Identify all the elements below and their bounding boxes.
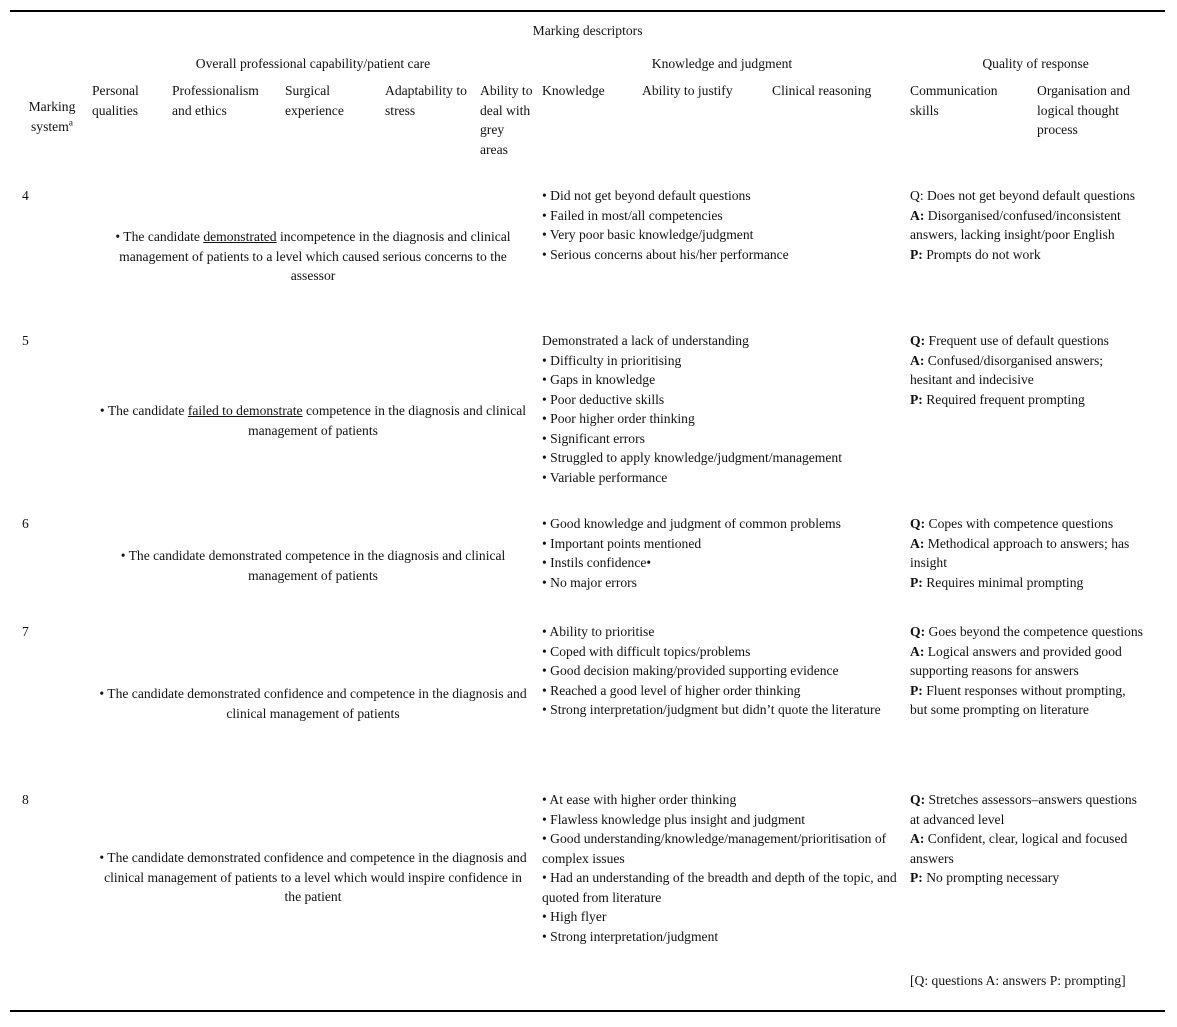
column-header-clinical-reasoning: Clinical reasoning (772, 83, 872, 98)
qap-prefix: P: (910, 391, 923, 407)
knowledge-bullet: • Ability to prioritise (542, 624, 655, 639)
quality-line: P: No prompting necessary (910, 870, 1060, 886)
quality-line: Q: Does not get beyond default questions (910, 188, 1136, 203)
qap-prefix: A: (910, 643, 925, 659)
group-header-row (10, 50, 1165, 78)
knowledge-bullet: Demonstrated a lack of understanding (542, 333, 749, 348)
marking-descriptors-table (10, 10, 1165, 1012)
table-row (10, 788, 1165, 967)
knowledge-bullet: • Gaps in knowledge (542, 372, 656, 388)
quality-line: P: Fluent responses without prompting, but some prompting on literature (910, 682, 1126, 718)
marking-score: 7 (22, 624, 29, 639)
knowledge-descriptor-cell (538, 788, 906, 967)
quality-descriptor-cell (906, 620, 1165, 788)
qap-prefix: Q: (910, 792, 926, 807)
knowledge-bullet: • Instils confidence• (542, 555, 652, 571)
overall-text: • The candidate (115, 229, 204, 245)
column-header-personal-qualities: Personal qualities (92, 83, 139, 118)
knowledge-bullet: • Coped with difficult topics/problems (542, 643, 751, 659)
overall-text: • The candidate demonstrated confidence and competence in the diagnosis and clinical management of patients (99, 686, 527, 721)
column-header-adaptability-stress: Adaptability to stress (385, 83, 467, 118)
column-header-row (10, 78, 1165, 184)
column-header-marking-system (10, 50, 88, 184)
knowledge-bullet: • Serious concerns about his/her performance (542, 246, 789, 262)
overall-text: • The candidate (99, 402, 188, 418)
knowledge-bullet: • High flyer (542, 909, 607, 925)
knowledge-bullet: • Flawless knowledge plus insight and judgment (542, 811, 806, 827)
overall-text: • The candidate demonstrated competence in the diagnosis and clinical management of patients (120, 548, 506, 583)
quality-line: A: Disorganised/confused/inconsistent answers, lacking insight/poor English (910, 207, 1121, 243)
knowledge-bullet: • Strong interpretation/judgment but didn’t quote the literature (542, 702, 881, 718)
qap-prefix: Q: (910, 188, 924, 203)
table-header (10, 11, 1165, 184)
column-header-knowledge: Knowledge (542, 83, 605, 98)
qap-prefix: P: (910, 682, 923, 698)
table-body (10, 184, 1165, 967)
knowledge-bullet: • Difficulty in prioritising (542, 352, 682, 368)
quality-line: P: Prompts do not work (910, 246, 1041, 262)
marking-score: 5 (22, 333, 29, 348)
knowledge-descriptor-cell (538, 512, 906, 620)
knowledge-bullet: • Struggled to apply knowledge/judgment/management (542, 450, 842, 466)
qap-prefix: Q: (910, 333, 926, 348)
marking-descriptors-table-wrap (10, 10, 1167, 1012)
overall-descriptor-cell (88, 329, 538, 512)
table-row (10, 620, 1165, 788)
knowledge-bullet: • Important points mentioned (542, 535, 702, 551)
knowledge-descriptor-cell (538, 329, 906, 512)
quality-line: Q: Frequent use of default questions (910, 333, 1109, 348)
knowledge-bullet: • Reached a good level of higher order thinking (542, 682, 801, 698)
knowledge-bullet: • Good decision making/provided supporting evidence (542, 663, 839, 679)
overall-text: • The candidate demonstrated confidence and competence in the diagnosis and clinical management of patients to a level which would inspire confidence in the patient (99, 850, 527, 905)
quality-line: Q: Goes beyond the competence questions (910, 624, 1143, 639)
overall-underlined-text: failed to demonstrate (187, 402, 303, 418)
overall-descriptor-cell (88, 512, 538, 620)
marking-score: 6 (22, 516, 29, 531)
table-row (10, 329, 1165, 512)
quality-line: A: Logical answers and provided good supporting reasons for answers (910, 643, 1122, 679)
quality-descriptor-cell (906, 184, 1165, 329)
table-title: Marking descriptors (532, 23, 643, 39)
qap-prefix: A: (910, 352, 925, 368)
knowledge-bullet: • At ease with higher order thinking (542, 792, 737, 807)
knowledge-bullet: • Good knowledge and judgment of common problems (542, 516, 841, 531)
knowledge-bullet: • Significant errors (542, 430, 645, 446)
knowledge-bullet: • Good understanding/knowledge/management/prioritisation of complex issues (542, 831, 887, 866)
quality-descriptor-cell (906, 788, 1165, 967)
knowledge-bullet: • No major errors (542, 574, 637, 590)
knowledge-bullet: • Variable performance (542, 469, 668, 485)
knowledge-descriptor-cell (538, 184, 906, 329)
qap-prefix: P: (910, 870, 923, 886)
column-header-ability-justify: Ability to justify (642, 83, 733, 98)
column-header-organisation-logical: Organisation and logical thought process (1037, 83, 1130, 138)
column-header-surgical-experience: Surgical experience (285, 83, 344, 118)
qap-prefix: Q: (910, 516, 926, 531)
knowledge-bullet: • Had an understanding of the breadth and depth of the topic, and quoted from literature (542, 870, 897, 905)
footnote-marker: a (68, 118, 73, 129)
column-header-communication-skills: Communication skills (910, 83, 998, 118)
marking-system-label: Marking system (28, 99, 76, 134)
qap-prefix: A: (910, 831, 925, 847)
knowledge-descriptor-cell (538, 620, 906, 788)
knowledge-bullet: • Poor higher order thinking (542, 411, 695, 427)
quality-line: A: Confident, clear, logical and focused answers (910, 831, 1128, 866)
group-header-overall: Overall professional capability/patient care (195, 56, 431, 72)
group-header-knowledge: Knowledge and judgment (651, 56, 793, 72)
quality-descriptor-cell (906, 512, 1165, 620)
table-footer (10, 967, 1165, 1011)
quality-line: P: Required frequent prompting (910, 391, 1085, 407)
quality-descriptor-cell (906, 329, 1165, 512)
overall-text-cont: competence in the diagnosis and clinical management of patients (248, 402, 527, 438)
group-header-quality: Quality of response (982, 56, 1089, 72)
qap-legend: [Q: questions A: answers P: prompting] (910, 973, 1126, 988)
qap-prefix: P: (910, 246, 923, 262)
overall-descriptor-cell (88, 788, 538, 967)
empty-cell (538, 967, 906, 1011)
knowledge-bullet: • Very poor basic knowledge/judgment (542, 227, 754, 243)
overall-descriptor-cell (88, 184, 538, 329)
table-row (10, 512, 1165, 620)
overall-descriptor-cell (88, 620, 538, 788)
quality-line: Q: Stretches assessors–answers questions at advanced level (910, 792, 1137, 827)
quality-line: Q: Copes with competence questions (910, 516, 1114, 531)
quality-line: A: Confused/disorganised answers; hesitant and indecisive (910, 352, 1104, 388)
marking-score: 8 (22, 792, 29, 807)
empty-cell (88, 967, 538, 1011)
column-header-grey-areas: Ability to deal with grey areas (480, 83, 533, 157)
knowledge-bullet: • Did not get beyond default questions (542, 188, 751, 203)
qap-prefix: Q: (910, 624, 926, 639)
empty-cell (10, 967, 88, 1011)
qap-prefix: A: (910, 207, 925, 223)
quality-line: A: Methodical approach to answers; has insight (910, 535, 1130, 571)
qap-prefix: P: (910, 574, 923, 590)
overall-underlined-text: demonstrated (203, 229, 277, 245)
table-row (10, 184, 1165, 329)
knowledge-bullet: • Failed in most/all competencies (542, 207, 723, 223)
overall-text-cont: incompetence in the diagnosis and clinical management of patients to a level which caused serious concerns to the assessor (119, 229, 511, 284)
column-header-professionalism-ethics: Professionalism and ethics (172, 83, 259, 118)
title-row (10, 11, 1165, 50)
knowledge-bullet: • Poor deductive skills (542, 391, 665, 407)
quality-line: P: Requires minimal prompting (910, 574, 1084, 590)
qap-prefix: A: (910, 535, 925, 551)
knowledge-bullet: • Strong interpretation/judgment (542, 928, 719, 944)
footer-row (10, 967, 1165, 1011)
marking-score: 4 (22, 188, 29, 203)
